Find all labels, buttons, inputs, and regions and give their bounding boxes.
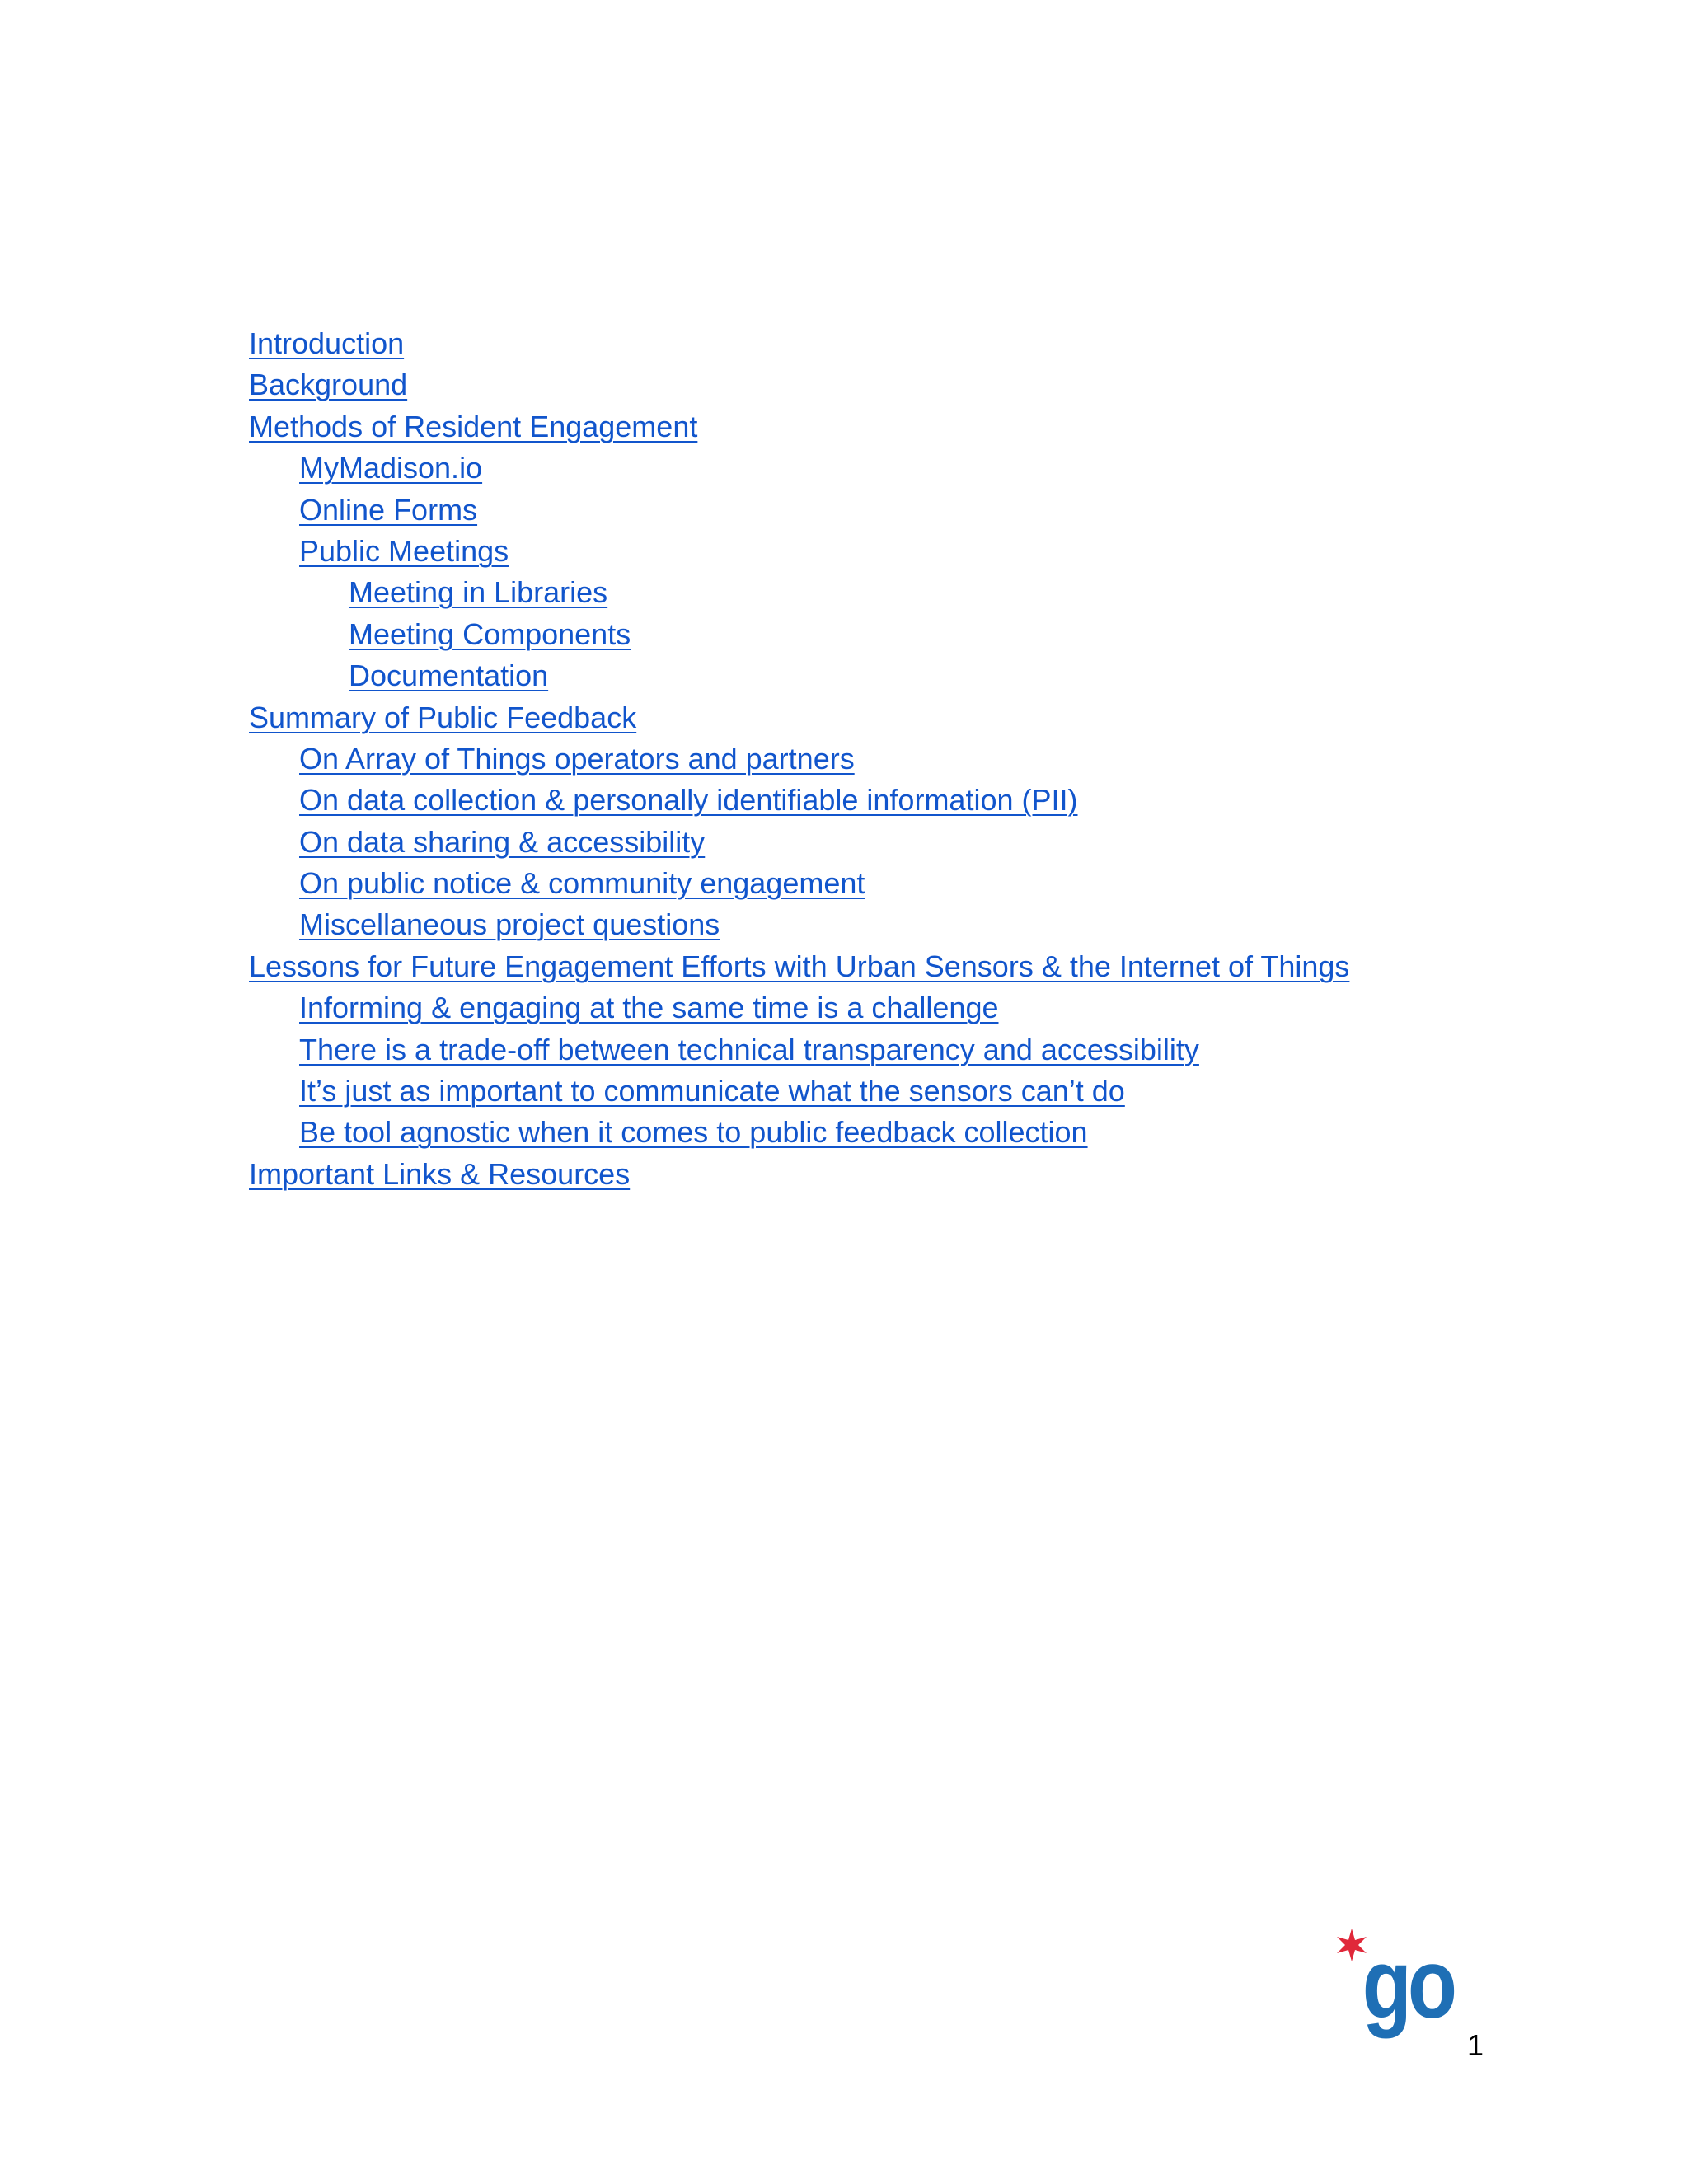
toc-item-trade-off	[249, 1029, 1349, 1071]
toc-link-data-sharing[interactable]: On data sharing & accessibility	[299, 824, 706, 859]
toc-item-public-notice	[249, 863, 1349, 904]
toc-link-introduction[interactable]: Introduction	[249, 326, 405, 360]
toc-link-meeting-in-libraries[interactable]: Meeting in Libraries	[349, 575, 608, 610]
chicago-go-logo	[1331, 1920, 1463, 2044]
toc-link-data-collection-pii[interactable]: On data collection & personally identifiable information (PII)	[299, 783, 1078, 818]
toc-item-public-meetings	[249, 531, 1349, 572]
toc-item-meeting-components	[249, 614, 1349, 655]
toc-link-public-meetings[interactable]: Public Meetings	[299, 533, 509, 568]
toc-link-tool-agnostic[interactable]: Be tool agnostic when it comes to public feedback collection	[299, 1115, 1088, 1150]
toc-link-trade-off-transparency[interactable]: There is a trade-off between technical transparency and accessibility	[299, 1032, 1199, 1066]
toc-item-data-sharing	[249, 822, 1349, 863]
toc-item-informing-engaging	[249, 987, 1349, 1029]
toc-link-public-notice[interactable]: On public notice & community engagement	[299, 866, 865, 901]
toc-item-mymadison	[249, 448, 1349, 489]
toc-item-methods	[249, 406, 1349, 448]
toc-item-online-forms	[249, 490, 1349, 531]
toc-item-documentation	[249, 655, 1349, 696]
toc-link-miscellaneous-questions[interactable]: Miscellaneous project questions	[299, 907, 720, 942]
table-of-contents	[249, 323, 1349, 1195]
toc-item-summary	[249, 697, 1349, 738]
toc-item-tool-agnostic	[249, 1112, 1349, 1153]
toc-link-important-links-resources[interactable]: Important Links & Resources	[249, 1156, 631, 1191]
page-number: 1	[1467, 2028, 1484, 2062]
toc-link-lessons-future-engagement[interactable]: Lessons for Future Engagement Efforts with Urban Sensors & the Internet of Things	[249, 949, 1350, 983]
toc-item-misc-questions	[249, 904, 1349, 945]
toc-link-summary-of-public-feedback[interactable]: Summary of Public Feedback	[249, 700, 637, 734]
toc-link-communicate-sensors[interactable]: It’s just as important to communicate what the sensors can’t do	[299, 1074, 1125, 1108]
logo-wordmark: go	[1362, 1929, 1454, 2040]
toc-link-meeting-components[interactable]: Meeting Components	[349, 616, 631, 651]
toc-link-background[interactable]: Background	[249, 368, 408, 402]
toc-item-important-links	[249, 1154, 1349, 1195]
toc-link-array-of-things-operators[interactable]: On Array of Things operators and partners	[299, 741, 855, 776]
toc-item-array-of-things	[249, 738, 1349, 780]
toc-item-background	[249, 364, 1349, 405]
toc-item-meeting-in-libraries	[249, 572, 1349, 613]
toc-link-informing-engaging[interactable]: Informing & engaging at the same time is a challenge	[299, 991, 999, 1025]
toc-item-communicate	[249, 1071, 1349, 1112]
toc-link-online-forms[interactable]: Online Forms	[299, 492, 478, 527]
toc-link-documentation[interactable]: Documentation	[349, 658, 549, 693]
toc-item-introduction	[249, 323, 1349, 364]
toc-item-data-collection	[249, 780, 1349, 821]
toc-link-mymadison[interactable]: MyMadison.io	[299, 451, 483, 485]
toc-item-lessons	[249, 946, 1349, 987]
toc-link-methods-of-resident-engagement[interactable]: Methods of Resident Engagement	[249, 409, 698, 443]
